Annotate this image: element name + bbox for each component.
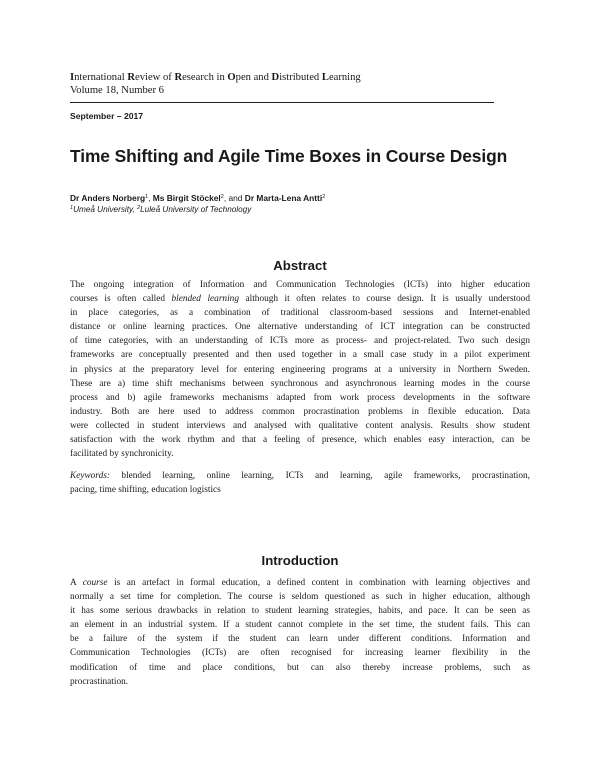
header-rule [70,102,494,103]
introduction-text [70,576,530,689]
author-list: Dr Anders Norberg$^1$, Ms Birgit Stöckel$^2$, and Dr Marta-Lena Antti$^2$ [70,193,326,203]
text-line: facilitated by synchronicity. [70,449,174,460]
author-name: Ms Birgit Stöckel [152,193,221,203]
author-name: Dr Anders Norberg [70,193,146,203]
text-line: it has some serious drawbacks in relation to student learning strategies, habits, and pace. It can be seen as [70,606,530,617]
abstract-text [70,278,530,461]
paper-title: Time Shifting and Agile Time Boxes in Course Design [70,146,508,166]
text-line: in physics at the preparatory level for entering engineering programs at a university in Northern Sweden. [70,364,530,375]
text-line: an element in an industrial system. If a student cannot complete in the set time, the student fails. This can [70,620,530,631]
text-line: A course is an artefact in formal education, a defined content in combination with learning objectives and [70,578,530,588]
text-line: process and b) agile frameworks mechanisms adapted from work process developments in the software [70,392,530,403]
keywords-label: Keywords: [70,471,110,481]
text-line: of time categories, with an understanding of ICTs more as process- and project-related. Two such design [70,336,530,347]
text-line: pacing, time shifting, education logistics [70,485,221,496]
text-line: frameworks are conceptually presented and then used together in a small case study in a pilot experiment [70,350,530,361]
journal-header [70,71,361,97]
keywords [70,469,530,497]
text-line: in place categories, as a combination of traditional classroom-based sessions and Internet-enabled [70,308,530,319]
journal-volume: Volume 18, Number 6 [70,85,164,96]
text-line: modification of time and place conditions, but can also thereby increase problems, such as [70,662,530,673]
text-line: be a failure of the system if the student can learn under different conditions. Information and [70,634,530,645]
text-line: distance or online learning practices. One alternative understanding of ICT integration can be constructed [70,322,530,333]
text-line: Keywords: blended learning, online learning, ICTs and learning, agile frameworks, procrastination, [70,471,530,481]
text-line: normally a set time for completion. The course is seldom questioned as such in higher education, although [70,592,530,603]
text-line: The ongoing integration of Information and Communication Technologies (ICTs) into higher education [70,280,530,290]
author-name: Dr Marta-Lena Antti [244,193,323,203]
journal-name: International Review of Research in Open and Distributed Learning [70,72,361,83]
emphasis: course [82,578,108,588]
text-line: were collected in student interviews and analysed with qualitative content analysis. Results show student [70,420,530,431]
text-line: industry. Both are here used to address common procrastination problems in flexible education. Data [70,406,530,417]
text-line: These are a) time shift mechanisms between synchronous and asynchronous learning modes in the course [70,378,530,389]
affiliations: $^1$Umeå University, $^2$Luleå University of Technology [70,205,252,214]
text-line: procrastination. [70,676,129,687]
text-line: courses is often called blended learning although it often relates to course design. It is usually understood [70,294,530,305]
text-line: Communication Technologies (ICTs) are often recognised for increasing learner flexibility in the [70,648,530,659]
issue-date: September – 2017 [70,111,144,121]
text-line: satisfaction with the work rhythm and that a feeling of presence, which enables easy interaction, can be [70,435,530,446]
abstract-heading: Abstract [273,258,327,273]
introduction-heading: Introduction [261,553,339,568]
emphasis: blended learning [171,294,239,305]
